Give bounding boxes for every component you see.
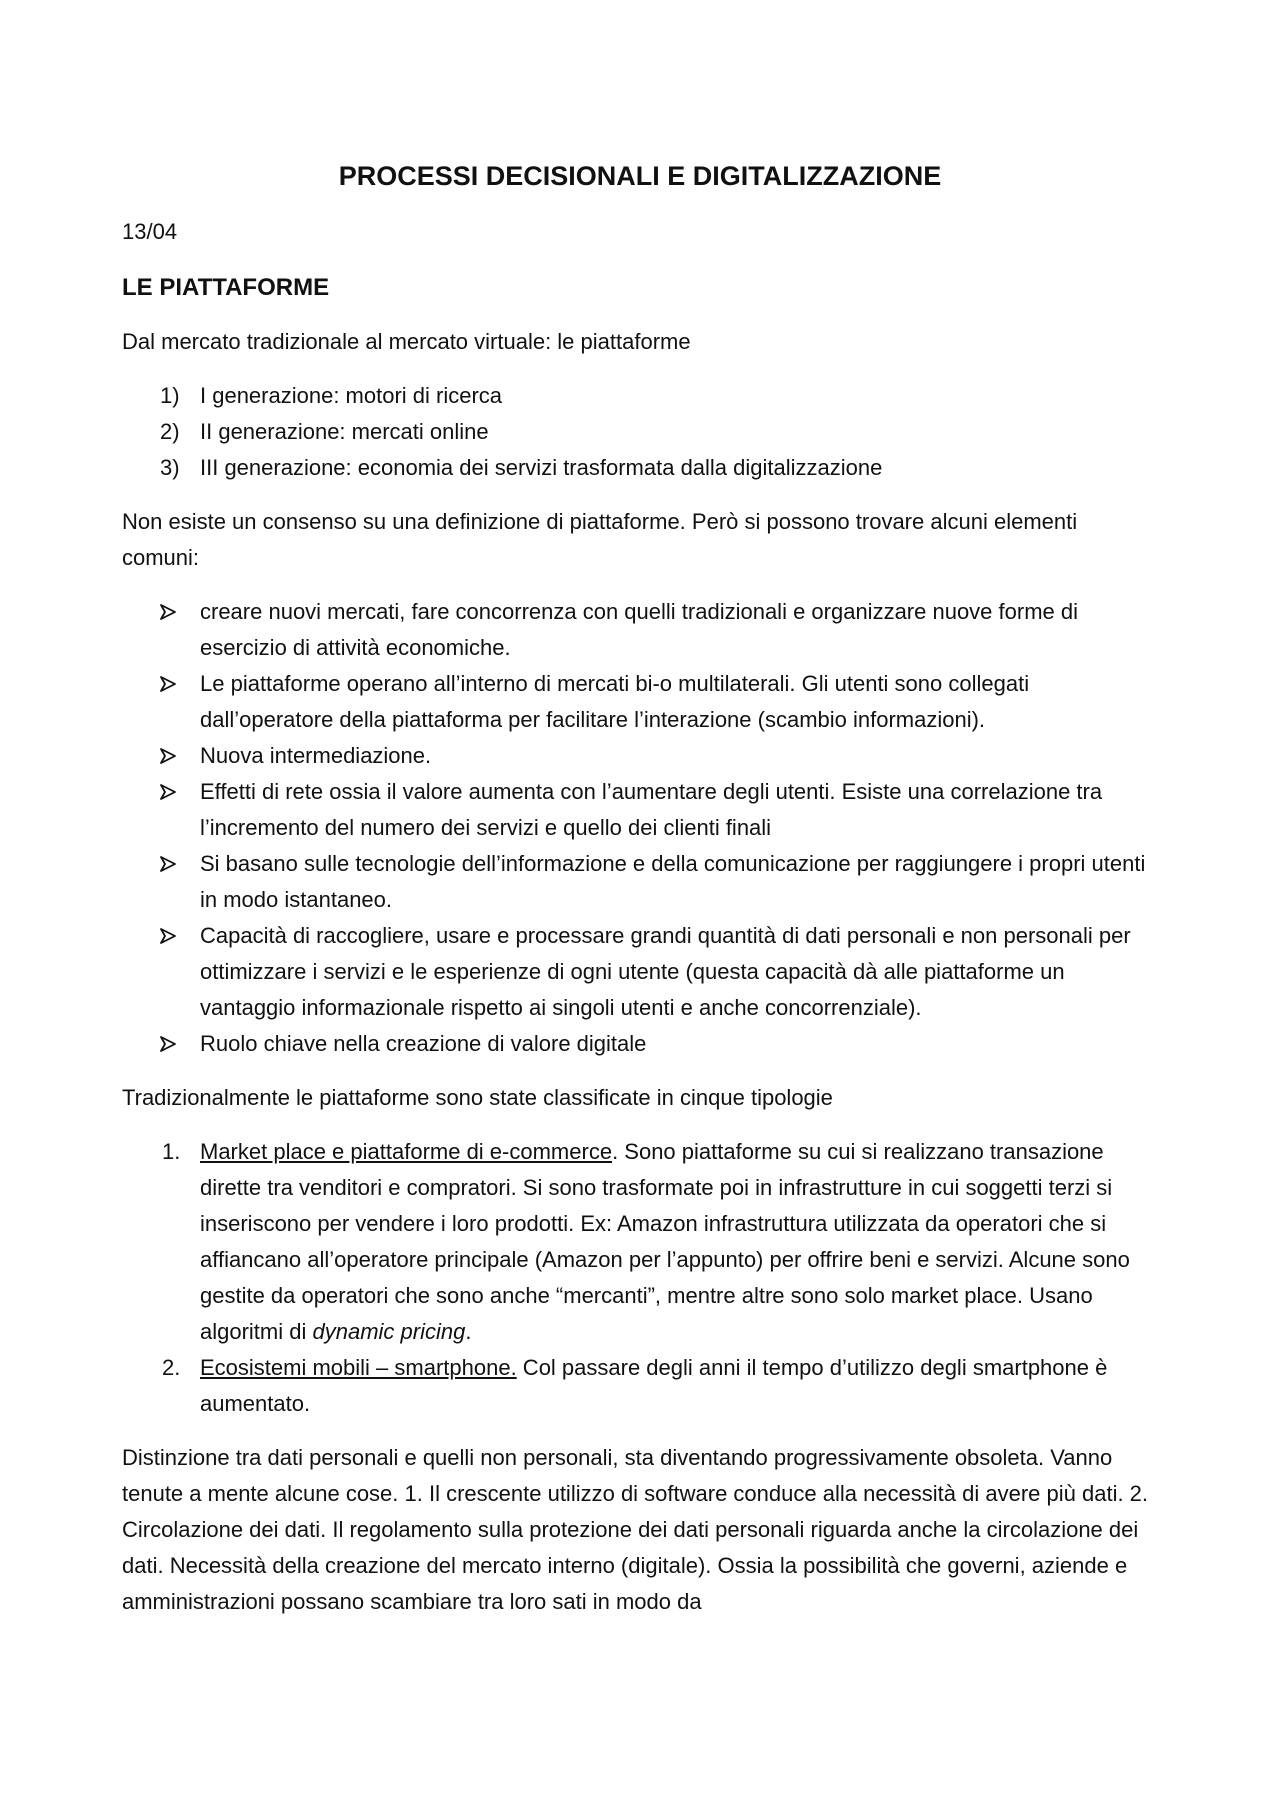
type-heading: Ecosistemi mobili – smartphone. [200,1355,517,1380]
arrow-bullet-icon [160,918,182,954]
list-item [200,738,1158,774]
list-item-text: Ruolo chiave nella creazione di valore digitale [200,1031,647,1056]
list-item [200,666,1158,738]
list-item [200,774,1158,846]
list-item-text: Capacità di raccogliere, usare e processare grandi quantità di dati personali e non personali per ottimizzare i servizi e le esperienze di ogni utente (questa capacità dà alle piattaforme un vantaggio informazionale rispetto ai singoli utenti e anche concorrenziale). [200,923,1131,1020]
elements-list [122,594,1158,1062]
intro-paragraph: Dal mercato tradizionale al mercato virtuale: le piattaforme [122,329,691,354]
arrow-bullet-icon [160,594,182,630]
arrow-bullet-icon [160,774,182,810]
list-item [200,1026,1158,1062]
type-text: Col passare degli anni il tempo d’utilizzo degli smartphone è aumentato. [200,1355,1108,1416]
section-heading: LE PIATTAFORME [122,274,330,301]
list-item: I generazione: motori di ricerca [200,383,503,408]
list-item [200,1134,1158,1350]
arrow-bullet-icon [160,1026,182,1062]
list-item [200,846,1158,918]
list-item: II generazione: mercati online [200,419,489,444]
closing-paragraph: Distinzione tra dati personali e quelli non personali, sta diventando progressivamente obsoleta. Vanno tenute a mente alcune cose. 1. Il crescente utilizzo di software conduce alla necessità di avere più dati. 2. Circolazione dei dati. Il regolamento sulla protezione dei dati personali riguarda anche la circolazione dei dati. Necessità della creazione del mercato interno (digitale). Ossia la possibilità che governi, aziende e amministrazioni possano scambiare tra loro sati in modo da [122,1445,1149,1614]
type-italic-term: dynamic pricing [312,1319,466,1344]
list-item-text: Effetti di rete ossia il valore aumenta con l’aumentare degli utenti. Esiste una correlazione tra l’incremento del numero dei servizi e quello dei clienti finali [200,779,1103,840]
list-item-text: creare nuovi mercati, fare concorrenza con quelli tradizionali e organizzare nuove forme di esercizio di attività economiche. [200,599,1079,660]
arrow-bullet-icon [160,738,182,774]
document-title: PROCESSI DECISIONALI E DIGITALIZZAZIONE [338,161,942,191]
type-text: . Sono piattaforme su cui si realizzano transazione dirette tra venditori e compratori. Si sono trasformate poi in infrastrutture in cui soggetti terzi si inseriscono per vendere i loro prodotti. Ex: Amazon infrastruttura utilizzata da operatori che si affiancano all’operatore principale (Amazon per l’appunto) per offrire beni e servizi. Alcune sono gestite da operatori che sono anche “mercanti”, mentre altre sono solo market place. Usano algoritmi di [200,1139,1130,1344]
types-intro-paragraph: Tradizionalmente le piattaforme sono state classificate in cinque tipologie [122,1085,833,1110]
type-text-end: . [465,1319,472,1344]
list-item-text: Si basano sulle tecnologie dell’informazione e della comunicazione per raggiungere i propri utenti in modo istantaneo. [200,851,1146,912]
platform-types-list [122,1134,1158,1422]
generations-list [122,378,1158,486]
list-item-text: Nuova intermediazione. [200,743,432,768]
list-item: III generazione: economia dei servizi trasformata dalla digitalizzazione [200,455,883,480]
list-item [200,1350,1158,1422]
definition-paragraph: Non esiste un consenso su una definizione di piattaforme. Però si possono trovare alcuni elementi comuni: [122,509,1078,570]
list-item-text: Le piattaforme operano all’interno di mercati bi-o multilaterali. Gli utenti sono collegati dall’operatore della piattaforma per facilitare l’interazione (scambio informazioni). [200,671,1030,732]
list-item [200,918,1158,1026]
list-item [200,594,1158,666]
arrow-bullet-icon [160,666,182,702]
document-date: 13/04 [122,219,178,244]
type-heading: Market place e piattaforme di e-commerce [200,1139,613,1164]
arrow-bullet-icon [160,846,182,882]
